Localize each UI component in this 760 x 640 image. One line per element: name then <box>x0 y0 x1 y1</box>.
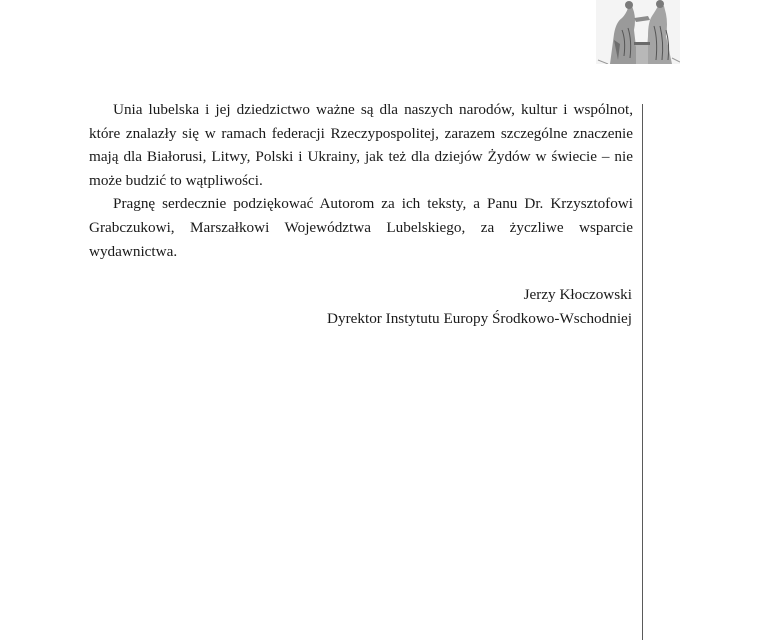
signature-title: Dyrektor Instytutu Europy Środkowo-Wschodniej <box>327 309 632 327</box>
body-text <box>89 98 633 263</box>
paragraph-2: Pragnę serdecznie podziękować Autorom za ich teksty, a Panu Dr. Krzysztofowi Grabczukowi, Marszałkowi Województwa Lubelskiego, za życzliwe wsparcie wydawnictwa. <box>89 195 633 260</box>
paragraph-1: Unia lubelska i jej dziedzictwo ważne są dla naszych narodów, kultur i wspólnot, które znalazły się w ramach federacji Rzeczypospolitej, zarazem szczególne znaczenie mają dla Białorusi, Litwy, Polski i Ukrainy, jak też dla dziejów Żydów w świecie – nie może budzić to wątpliwości. <box>89 101 633 189</box>
page-edge-rule <box>642 104 643 640</box>
relief-figures-emblem-icon <box>596 0 680 64</box>
signature-name: Jerzy Kłoczowski <box>523 286 632 303</box>
signature-block <box>327 283 632 330</box>
